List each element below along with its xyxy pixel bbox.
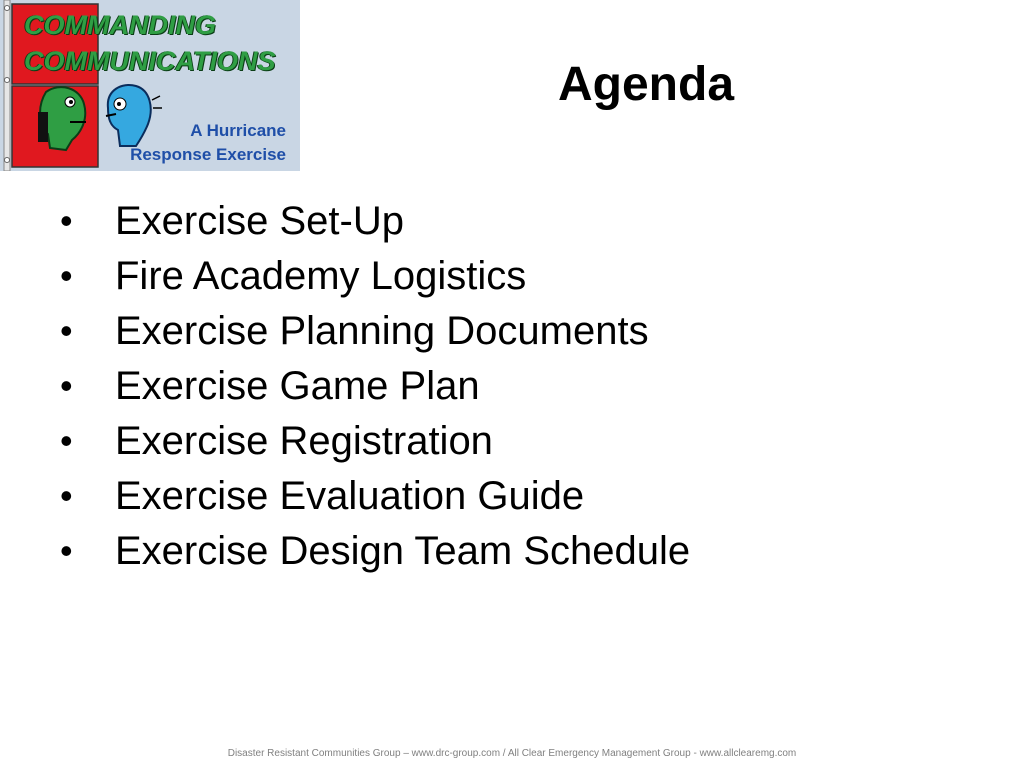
bullet: • [60, 475, 73, 516]
logo-line-1: COMMANDING [24, 10, 216, 40]
agenda-item-label: Exercise Planning Documents [115, 309, 649, 353]
agenda-list [60, 196, 690, 581]
logo-subtitle-1: A Hurricane [190, 121, 286, 140]
logo-line-2: COMMUNICATIONS [24, 46, 276, 76]
bullet: • [60, 200, 73, 241]
agenda-item-label: Exercise Design Team Schedule [115, 529, 691, 573]
agenda-item [60, 526, 690, 581]
slide-footer: Disaster Resistant Communities Group – www.drc-group.com / All Clear Emergency Management Group - www.allclearemg.com [227, 748, 797, 759]
bullet: • [60, 530, 73, 571]
agenda-item [60, 306, 690, 361]
agenda-item-label: Exercise Evaluation Guide [115, 474, 585, 518]
bullet: • [60, 420, 73, 461]
agenda-item [60, 251, 690, 306]
bullet: • [60, 310, 73, 351]
bullet: • [60, 255, 73, 296]
agenda-item-label: Exercise Set-Up [115, 199, 404, 243]
logo-subtitle-2: Response Exercise [130, 145, 286, 164]
agenda-item [60, 471, 690, 526]
agenda-item [60, 196, 690, 251]
logo [0, 0, 300, 171]
agenda-item-label: Exercise Game Plan [115, 364, 480, 408]
agenda-item [60, 416, 690, 471]
slide-title: Agenda [558, 58, 735, 111]
agenda-item [60, 361, 690, 416]
bullet: • [60, 365, 73, 406]
agenda-item-label: Exercise Registration [115, 419, 493, 463]
agenda-item-label: Fire Academy Logistics [115, 254, 527, 298]
